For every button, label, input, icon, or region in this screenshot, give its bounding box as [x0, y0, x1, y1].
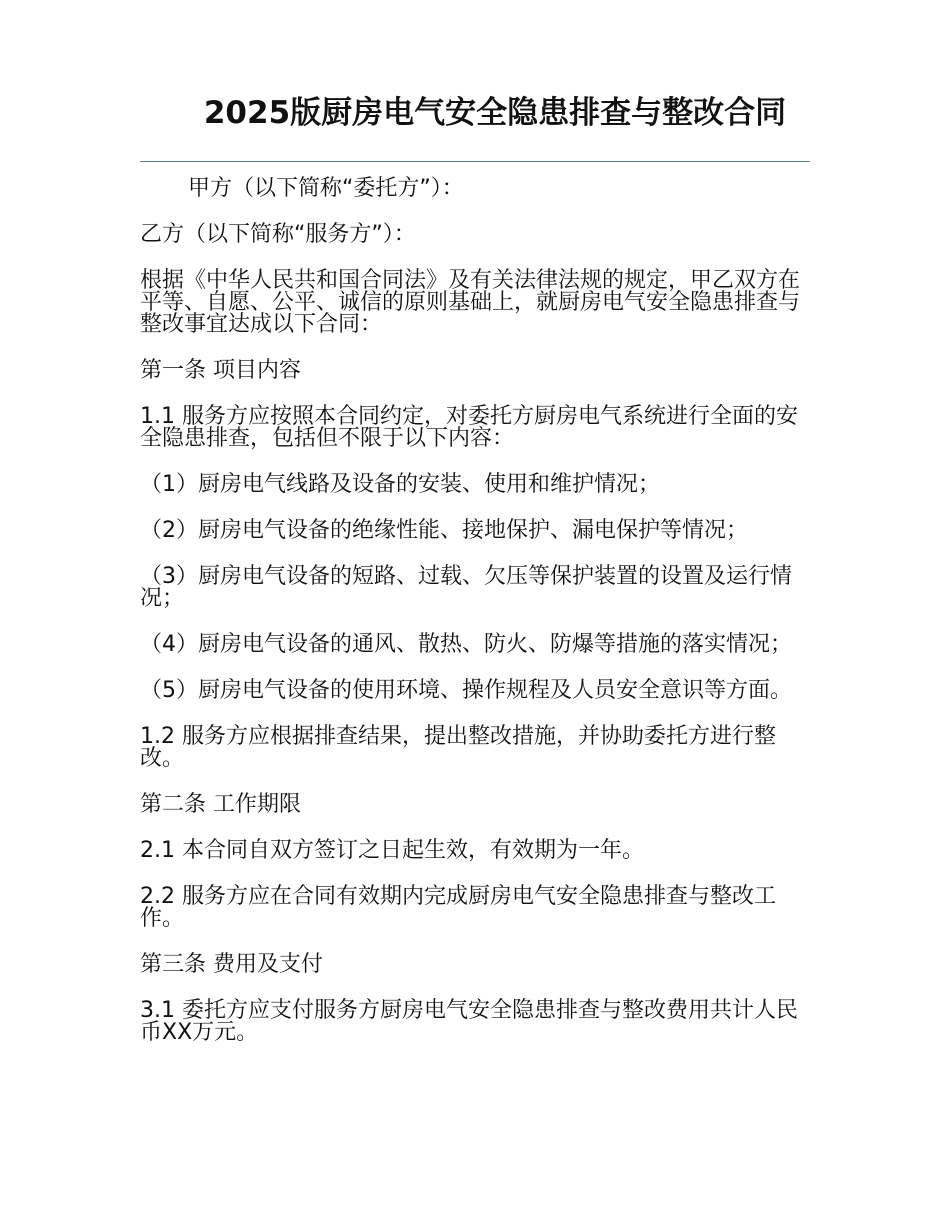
document-body	[140, 178, 810, 1068]
preamble-paragraph: 根据《中华人民共和国合同法》及有关法律法规的规定，甲乙双方在平等、自愿、公平、诚信的原则基础上，就厨房电气安全隐患排查与整改事宜达成以下合同：	[140, 268, 801, 337]
party-a-line: 甲方（以下简称“委托方”）：	[188, 176, 464, 201]
article-1-heading: 第一条 项目内容	[140, 358, 301, 383]
list-item-2: （2）厨房电气设备的绝缘性能、接地保护、漏电保护等情况；	[140, 518, 748, 543]
clause-2-1: 2.1 本合同自双方签订之日起生效，有效期为一年。	[140, 838, 644, 863]
list-item-3: （3）厨房电气设备的短路、过载、欠压等保护装置的设置及运行情况；	[140, 564, 792, 611]
title-divider	[140, 161, 810, 162]
list-item-1: （1）厨房电气线路及设备的安装、使用和维护情况；	[140, 472, 660, 497]
clause-1-1: 1.1 服务方应按照本合同约定，对委托方厨房电气系统进行全面的安全隐患排查，包括但不限于以下内容：	[140, 404, 798, 451]
clause-1-2: 1.2 服务方应根据排查结果，提出整改措施，并协助委托方进行整改。	[140, 724, 776, 771]
clause-2-2: 2.2 服务方应在合同有效期内完成厨房电气安全隐患排查与整改工作。	[140, 884, 776, 931]
document-title: 2025版厨房电气安全隐患排查与整改合同	[203, 95, 787, 131]
list-item-4: （4）厨房电气设备的通风、散热、防火、防爆等措施的落实情况；	[140, 632, 792, 657]
article-2-heading: 第二条 工作期限	[140, 792, 301, 817]
party-b-line: 乙方（以下简称“服务方”）：	[140, 222, 416, 247]
list-item-5: （5）厨房电气设备的使用环境、操作规程及人员安全意识等方面。	[140, 678, 792, 703]
clause-3-1: 3.1 委托方应支付服务方厨房电气安全隐患排查与整改费用共计人民币XX万元。	[140, 998, 798, 1045]
article-3-heading: 第三条 费用及支付	[140, 952, 323, 977]
